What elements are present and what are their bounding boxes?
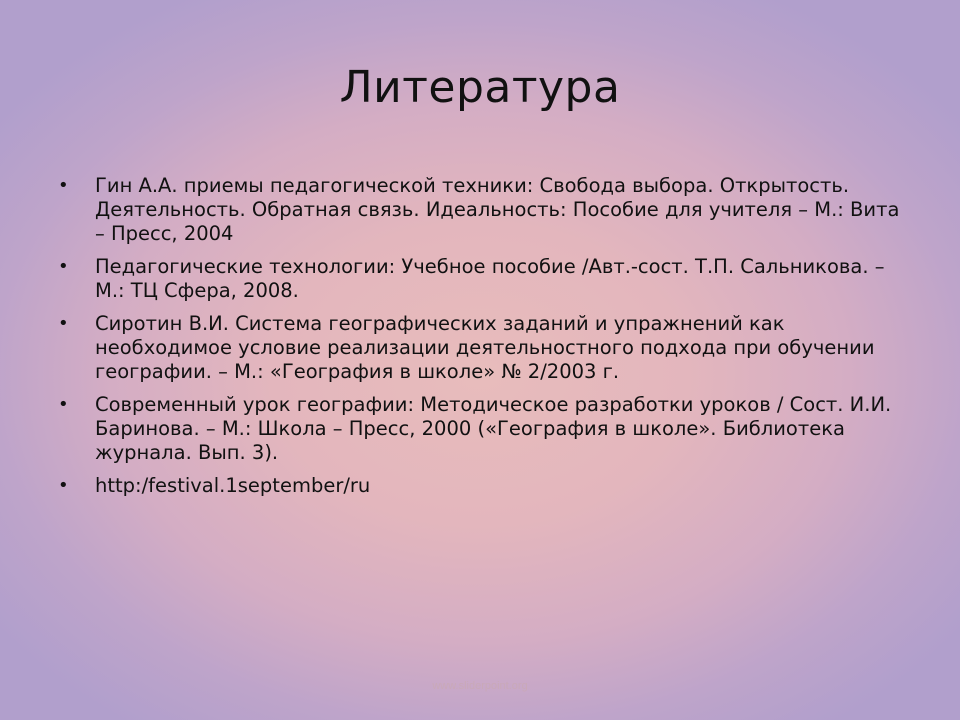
reference-list	[58, 174, 908, 507]
footer-watermark: www.sliderpoint.org	[432, 680, 528, 692]
reference-item	[58, 393, 908, 465]
bullet-icon: •	[58, 175, 69, 196]
reference-item	[58, 255, 908, 303]
bullet-icon: •	[58, 394, 69, 415]
bullet-icon: •	[58, 256, 69, 277]
reference-text: Гин А.А. приемы педагогической техники: Свобода выбора. Открытость. Деятельность. Обратная связь. Идеальность: Пособие для учителя – М.: Вита – Пресс, 2004	[95, 174, 900, 245]
bullet-icon: •	[58, 313, 69, 334]
slide-title: Литература	[339, 62, 621, 113]
bullet-icon: •	[58, 475, 69, 496]
reference-text: Сиротин В.И. Система географических заданий и упражнений как необходимое условие реализации деятельностного подхода при обучении географии. – М.: «География в школе» № 2/2003 г.	[95, 312, 875, 383]
reference-text: Современный урок географии: Методическое разработки уроков / Сост. И.И. Баринова. – М.: Школа – Пресс, 2000 («География в школе». Библиотека журнала. Вып. 3).	[95, 393, 892, 464]
reference-link[interactable]: http:/festival.1september/ru	[95, 474, 371, 497]
reference-text: Педагогические технологии: Учебное пособие /Авт.-сост. Т.П. Сальникова. – М.: ТЦ Сфера, 2008.	[95, 255, 885, 302]
reference-item[interactable]	[58, 474, 908, 498]
reference-item	[58, 174, 908, 246]
reference-item	[58, 312, 908, 384]
